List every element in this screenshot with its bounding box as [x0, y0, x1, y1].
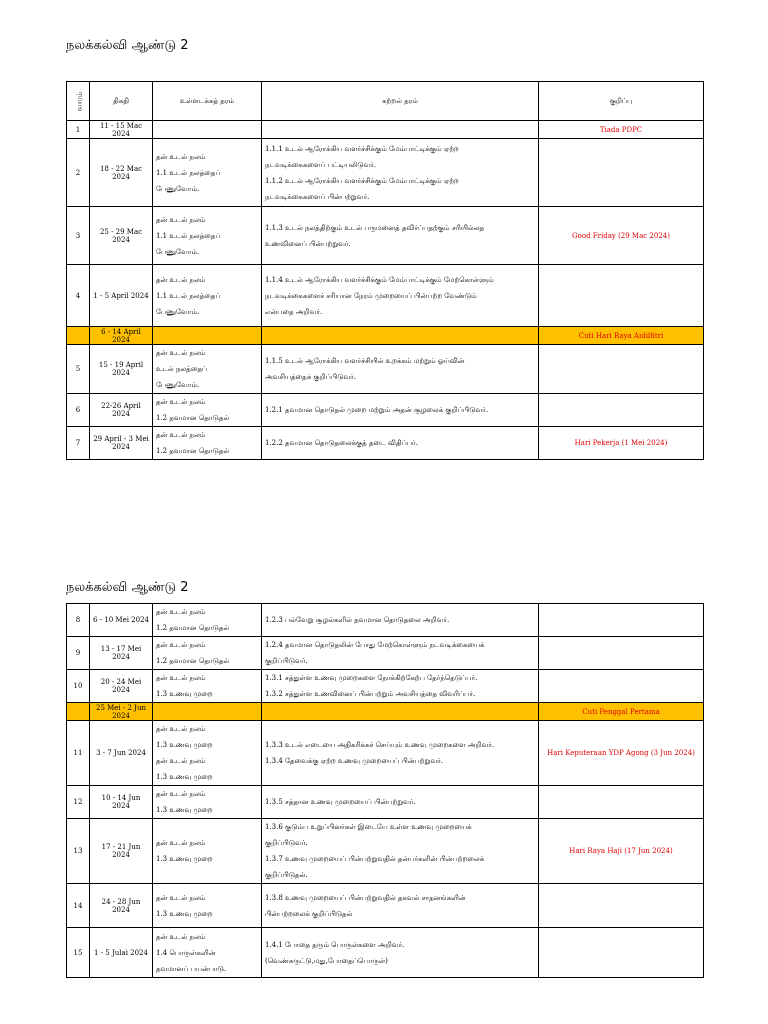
learning-standard-cell [262, 139, 539, 207]
note-cell [539, 345, 704, 394]
content-standard-cell [153, 604, 262, 637]
learning-standard-line: பின்பற்றலைக் குறிப்பிடுதல் [265, 909, 353, 918]
header-content-standard: உள்ளடக்கத் தரம் [153, 82, 262, 121]
lesson-plan-table [66, 81, 704, 460]
week-cell: 2 [67, 139, 90, 207]
date-cell: 13 - 17 Mei 2024 [90, 637, 153, 670]
learning-standard-cell [262, 121, 539, 139]
week-cell: 3 [67, 207, 90, 265]
note-cell [539, 265, 704, 327]
content-standard-line: தவமானப் பயன்பாடு. [156, 964, 227, 973]
learning-standard-cell [262, 703, 539, 721]
note-cell [539, 604, 704, 637]
content-standard-line: தன் உடல் நலம் [156, 349, 206, 357]
learning-standard-cell [262, 265, 539, 327]
content-standard-line: 1.1 உடல் நலத்தைப் [156, 231, 221, 240]
content-standard-cell [153, 121, 262, 139]
content-standard-cell [153, 637, 262, 670]
content-standard-cell [153, 207, 262, 265]
learning-standard-cell [262, 928, 539, 978]
date-cell: 25 Mei - 2 Jun 2024 [90, 703, 153, 721]
learning-standard-line: 1.3.7 உணவு முறையைப் பின்பற்றுவதில் தன்பர்களின் பின்பற்றலைக் [265, 855, 485, 863]
page-title: நலக்கல்வி ஆண்டு 2 [66, 38, 189, 53]
week-cell: 14 [67, 884, 90, 928]
date-cell: 6 - 10 Mei 2024 [90, 604, 153, 637]
learning-standard-line: 1.3.5 சத்தான உணவு முறையைப் பின்பற்றுவர். [265, 798, 416, 806]
week-cell: 15 [67, 928, 90, 978]
content-standard-cell [153, 928, 262, 978]
content-standard-cell [153, 139, 262, 207]
content-standard-cell [153, 327, 262, 345]
content-standard-line: தன் உடல் நலம் [156, 275, 206, 284]
note-cell [539, 884, 704, 928]
note-cell [539, 786, 704, 819]
content-standard-line: தன் உடல் நலம் [156, 608, 206, 616]
learning-standard-line: (வெண்சுருட்டு,மது,போதைப்பொருள்) [265, 956, 388, 965]
table-row [67, 139, 704, 207]
learning-standard-line: நடவடிக்கைகளைப் பட்டியலிடுவர். [265, 160, 377, 169]
learning-standard-line: 1.1.3 உடல் நலத்திற்கும் உடல் பருமனைத் தவிர்ப்பதற்கும் சரியில்லத [265, 223, 485, 232]
learning-standard-line: 1.3.3 உடல் எடையை அதிகரிக்கச் செய்யும் உணவு முறைகளை அறிவர். [265, 741, 495, 749]
learning-standard-line: நடவடிக்கைகளைப் பின்பற்றுவர். [265, 192, 370, 201]
content-standard-line: தன் உடல் நலம் [156, 893, 206, 902]
table-row [67, 721, 704, 786]
content-standard-cell [153, 670, 262, 703]
table-row [67, 394, 704, 427]
header-date: திகதி [90, 82, 153, 121]
content-standard-line: உடல் நலத்தைப் [156, 365, 208, 373]
learning-standard-line: 1.2.1 தவமான தொடுதல் முறை மற்றும் அதன் சூழலைக் குறிப்பிடுவர். [265, 406, 489, 414]
content-standard-line: தன் உடல் நலம் [156, 152, 206, 161]
week-cell: 7 [67, 427, 90, 460]
learning-standard-line: 1.2.3 பல்வேறு சூழல்களில் தவமான தொடுதலை அறிவர். [265, 616, 450, 624]
content-standard-line: தன் உடல் நலம் [156, 674, 206, 682]
page-title-2: நலக்கல்வி ஆண்டு 2 [66, 580, 189, 595]
date-cell: 10 - 14 Jun 2024 [90, 786, 153, 819]
learning-standard-cell [262, 345, 539, 394]
note-cell [539, 394, 704, 427]
week-cell: 8 [67, 604, 90, 637]
date-cell: 20 - 24 Mei 2024 [90, 670, 153, 703]
content-standard-line: தன் உடல் நலம் [156, 839, 206, 847]
week-cell: 5 [67, 345, 90, 394]
learning-standard-cell [262, 604, 539, 637]
note-cell [539, 928, 704, 978]
table-row [67, 345, 704, 394]
table-row [67, 265, 704, 327]
table-row [67, 819, 704, 884]
learning-standard-line: 1.3.2 சத்துள்ள உணவினைப் பின்பற்றும் அவசியத்தை விவரிப்பர். [265, 690, 476, 698]
content-standard-line: 1.1 உடல் நலத்தைப் [156, 168, 221, 177]
table-body-page2 [67, 604, 704, 978]
content-standard-line: தன் உடல் நலம் [156, 641, 206, 649]
table-row [67, 427, 704, 460]
week-cell: 13 [67, 819, 90, 884]
content-standard-line: தன் உடல் நலம் [156, 725, 206, 733]
content-standard-line: தன் உடல் நலம் [156, 790, 206, 798]
content-standard-cell [153, 819, 262, 884]
date-cell: 22-26 April 2024 [90, 394, 153, 427]
content-standard-line: தன் உடல் நலம் [156, 757, 206, 765]
learning-standard-line: 1.1.2 உடல் ஆரோக்கிய வளர்ச்சிக்கும் மேம்பாட்டிக்கும் ஏற்ற [265, 176, 459, 185]
content-standard-line: 1.2 தவமான தொடுதல் [156, 447, 230, 455]
learning-standard-line: 1.1.4 உடல் ஆரோக்கிய வளர்ச்சிக்கும் மேம்பாட்டிக்கும் மேற்கொள்ளும் [265, 275, 494, 284]
table-row [67, 121, 704, 139]
content-standard-line: பேணுவோம். [156, 184, 200, 193]
week-cell [67, 703, 90, 721]
date-cell: 1 - 5 Julai 2024 [90, 928, 153, 978]
learning-standard-cell [262, 394, 539, 427]
holiday-row [67, 703, 704, 721]
date-cell: 1 - 5 April 2024 [90, 265, 153, 327]
week-cell: 11 [67, 721, 90, 786]
learning-standard-line: 1.2.2 தவமான தொடுதலைக்குத் தடை விதிப்பர். [265, 439, 418, 447]
learning-standard-line: 1.3.8 உணவு முறையைப் பின்பற்றுவதில் தகவல் சாதனங்களின் [265, 893, 466, 902]
learning-standard-cell [262, 884, 539, 928]
header-learning-standard: கற்றல் தரம் [262, 82, 539, 121]
learning-standard-cell [262, 327, 539, 345]
note-cell [539, 670, 704, 703]
learning-standard-line: குறிப்பிடுதல். [265, 871, 308, 879]
content-standard-cell [153, 394, 262, 427]
note-cell: Cuti Hari Raya Aidilfitri [539, 327, 704, 345]
note-cell: Hari Raya Haji (17 Jun 2024) [539, 819, 704, 884]
learning-standard-line: 1.1.5 உடல் ஆரோக்கிய வளர்ச்சியில் உறக்கம் மற்றும் ஓய்வின் [265, 357, 465, 365]
content-standard-line: பேணுவோம். [156, 381, 200, 389]
learning-standard-cell [262, 427, 539, 460]
header-note: குறிப்பு [539, 82, 704, 121]
learning-standard-line: அவசியத்தைக் குறிப்பிடுவர். [265, 373, 357, 381]
learning-standard-line: 1.3.6 குடும்ப உறுப்பினர்கள் இடையே உள்ள உணவு முறையைக் [265, 823, 472, 831]
content-standard-line: 1.2 தவமான தொடுதல் [156, 624, 230, 632]
week-cell [67, 327, 90, 345]
learning-standard-cell [262, 819, 539, 884]
content-standard-cell [153, 786, 262, 819]
content-standard-cell [153, 721, 262, 786]
week-cell: 9 [67, 637, 90, 670]
content-standard-line: 1.3 உணவு முறை [156, 773, 213, 781]
lesson-plan-table-continued [66, 603, 704, 978]
note-cell: Hari Keputeraan YDP Agong (3 Jun 2024) [539, 721, 704, 786]
note-cell [539, 139, 704, 207]
learning-standard-line: என்பதை அறிவர். [265, 307, 323, 316]
content-standard-cell [153, 703, 262, 721]
table-row [67, 928, 704, 978]
content-standard-cell [153, 265, 262, 327]
note-cell [539, 637, 704, 670]
learning-standard-line: 1.1.1 உடல் ஆரோக்கிய வளர்ச்சிக்கும் மேம்பாட்டிக்கும் ஏற்ற [265, 144, 459, 153]
header-week: வாரம் [67, 82, 90, 121]
learning-standard-line: 1.3.1 சத்துள்ள உணவு முறைகளை நோக்கிற்கேற்ப தேர்ந்தெடுப்பர். [265, 674, 478, 682]
note-cell: Hari Pekerja (1 Mei 2024) [539, 427, 704, 460]
learning-standard-cell [262, 207, 539, 265]
table-row [67, 604, 704, 637]
content-standard-line: பேணுவோம். [156, 307, 200, 316]
content-standard-line: 1.2 தவமான தொடுதல் [156, 414, 230, 422]
content-standard-line: தன் உடல் நலம் [156, 398, 206, 406]
week-cell: 10 [67, 670, 90, 703]
date-cell: 17 - 21 Jun 2024 [90, 819, 153, 884]
content-standard-line: 1.3 உணவு முறை [156, 909, 213, 918]
learning-standard-cell [262, 637, 539, 670]
content-standard-line: 1.4 பொருள்களின் [156, 948, 216, 957]
table-header-row [67, 82, 704, 121]
date-cell: 3 - 7 Jun 2024 [90, 721, 153, 786]
content-standard-line: தன் உடல் நலம் [156, 431, 206, 439]
date-cell: 6 - 14 April 2024 [90, 327, 153, 345]
content-standard-line: தன் உடல் நலம் [156, 215, 206, 224]
learning-standard-line: குறிப்பிடுவர். [265, 839, 308, 847]
learning-standard-line: குறிப்பிடுவர். [265, 657, 308, 665]
table-row [67, 786, 704, 819]
note-cell: Cuti Penggal Pertama [539, 703, 704, 721]
week-cell: 6 [67, 394, 90, 427]
date-cell: 11 - 15 Mac 2024 [90, 121, 153, 139]
content-standard-cell [153, 884, 262, 928]
content-standard-line: 1.3 உணவு முறை [156, 741, 213, 749]
content-standard-line: 1.3 உணவு முறை [156, 806, 213, 814]
learning-standard-line: 1.3.4 தேவைக்கு ஏற்ற உணவு முறையைப் பின்பற்றுவர். [265, 757, 443, 765]
content-standard-line: 1.3 உணவு முறை [156, 690, 213, 698]
content-standard-line: பேணுவோம். [156, 247, 200, 256]
table-row [67, 637, 704, 670]
content-standard-line: 1.3 உணவு முறை [156, 855, 213, 863]
week-cell: 4 [67, 265, 90, 327]
learning-standard-cell [262, 721, 539, 786]
learning-standard-line: 1.4.1 போதை தரும் பொருள்களை அறிவர். [265, 940, 405, 949]
note-cell: Good Friday (29 Mac 2024) [539, 207, 704, 265]
learning-standard-line: 1.2.4 தவமான தொடுதலின் போது மேற்கொள்ளும் நடவடிக்கையைக் [265, 641, 485, 649]
week-cell: 12 [67, 786, 90, 819]
note-cell: Tiada PDPC [539, 121, 704, 139]
holiday-row [67, 327, 704, 345]
content-standard-line: 1.2 தவமான தொடுதல் [156, 657, 230, 665]
learning-standard-cell [262, 670, 539, 703]
content-standard-line: தன் உடல் நலம் [156, 932, 206, 941]
learning-standard-line: நடவடிக்கைகளைச் சரியான நேரம் முறையைப் பின்பற்ற வேண்டும் [265, 291, 477, 300]
content-standard-cell [153, 345, 262, 394]
content-standard-cell [153, 427, 262, 460]
date-cell: 25 - 29 Mac 2024 [90, 207, 153, 265]
table-row [67, 207, 704, 265]
content-standard-line: 1.1 உடல் நலத்தைப் [156, 291, 221, 300]
table-row [67, 670, 704, 703]
date-cell: 18 - 22 Mac 2024 [90, 139, 153, 207]
week-cell: 1 [67, 121, 90, 139]
learning-standard-line: உணவினைப் பின்பற்றுவர். [265, 239, 351, 248]
table-body-page1 [67, 121, 704, 460]
table-row [67, 884, 704, 928]
date-cell: 29 April - 3 Mei 2024 [90, 427, 153, 460]
date-cell: 24 - 28 Jun 2024 [90, 884, 153, 928]
learning-standard-cell [262, 786, 539, 819]
date-cell: 15 - 19 April 2024 [90, 345, 153, 394]
